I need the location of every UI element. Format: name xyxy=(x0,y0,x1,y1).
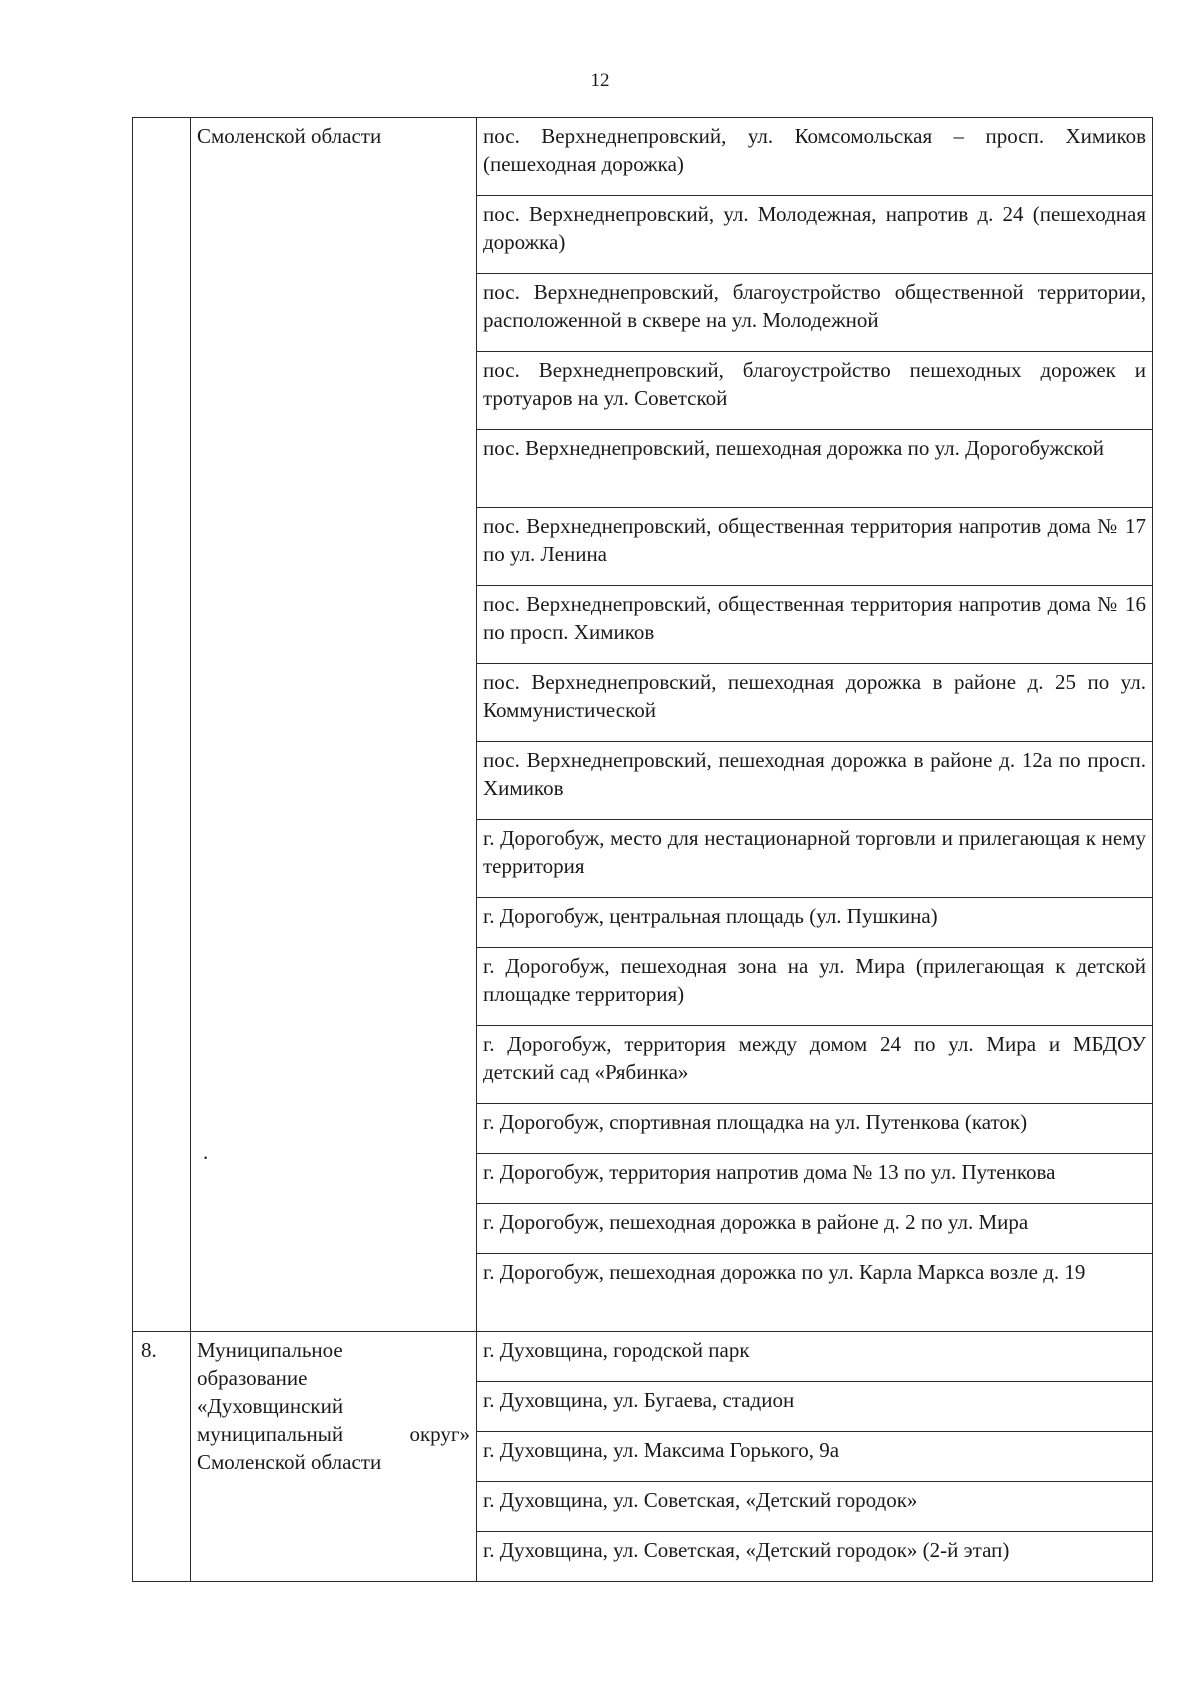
municipality-name-cell xyxy=(191,118,477,1332)
place-cell: пос. Верхнеднепровский, ул. Комсомольская – просп. Химиков (пешеходная дорожка) xyxy=(477,118,1153,196)
place-cell: пос. Верхнеднепровский, пешеходная дорожка в районе д. 25 по ул. Коммунистической xyxy=(477,664,1153,742)
municipality-name-cell xyxy=(191,1332,477,1582)
page-number: 12 xyxy=(590,70,610,91)
table-row xyxy=(133,1332,1153,1382)
place-cell: г. Дорогобуж, спортивная площадка на ул. Путенкова (каток) xyxy=(477,1104,1153,1154)
row-number-cell xyxy=(133,118,191,1332)
place-cell: пос. Верхнеднепровский, благоустройство пешеходных дорожек и тротуаров на ул. Советской xyxy=(477,352,1153,430)
place-cell: пос. Верхнеднепровский, пешеходная дорожка по ул. Дорогобужской xyxy=(477,430,1153,508)
municipality-name-line: муниципальный округ» xyxy=(197,1422,470,1446)
place-cell: пос. Верхнеднепровский, общественная территория напротив дома № 16 по просп. Химиков xyxy=(477,586,1153,664)
place-cell: г. Духовщина, ул. Советская, «Детский городок» xyxy=(477,1482,1153,1532)
locations-table xyxy=(132,117,1153,1582)
municipality-name-line: Муниципальное xyxy=(197,1338,343,1362)
place-cell: г. Духовщина, городской парк xyxy=(477,1332,1153,1382)
place-cell: г. Дорогобуж, пешеходная дорожка по ул. Карла Маркса возле д. 19 xyxy=(477,1254,1153,1332)
place-cell: г. Духовщина, ул. Бугаева, стадион xyxy=(477,1382,1153,1432)
place-cell: пос. Верхнеднепровский, общественная территория напротив дома № 17 по ул. Ленина xyxy=(477,508,1153,586)
place-cell: г. Духовщина, ул. Советская, «Детский городок» (2-й этап) xyxy=(477,1532,1153,1582)
place-cell: пос. Верхнеднепровский, ул. Молодежная, напротив д. 24 (пешеходная дорожка) xyxy=(477,196,1153,274)
place-cell: пос. Верхнеднепровский, пешеходная дорожка в районе д. 12а по просп. Химиков xyxy=(477,742,1153,820)
municipality-name: Смоленской области xyxy=(197,124,382,148)
table-row xyxy=(133,118,1153,196)
place-cell: г. Дорогобуж, территория между домом 24 по ул. Мира и МБДОУ детский сад «Рябинка» xyxy=(477,1026,1153,1104)
place-cell: пос. Верхнеднепровский, благоустройство общественной территории, расположенной в сквере на ул. Молодежной xyxy=(477,274,1153,352)
municipality-name-line: образование xyxy=(197,1366,308,1390)
row-number-cell: 8. xyxy=(133,1332,191,1582)
place-cell: г. Дорогобуж, территория напротив дома № 13 по ул. Путенкова xyxy=(477,1154,1153,1204)
place-cell: г. Дорогобуж, пешеходная зона на ул. Мира (прилегающая к детской площадке территория) xyxy=(477,948,1153,1026)
place-cell: г. Дорогобуж, центральная площадь (ул. Пушкина) xyxy=(477,898,1153,948)
place-cell: г. Дорогобуж, пешеходная дорожка в районе д. 2 по ул. Мира xyxy=(477,1204,1153,1254)
place-cell: г. Дорогобуж, место для нестационарной торговли и прилегающая к нему территория xyxy=(477,820,1153,898)
municipality-name-line: Смоленской области xyxy=(197,1450,382,1474)
place-cell: г. Духовщина, ул. Максима Горького, 9а xyxy=(477,1432,1153,1482)
municipality-name-line: «Духовщинский xyxy=(197,1394,344,1418)
stray-dot: . xyxy=(203,1140,209,1164)
